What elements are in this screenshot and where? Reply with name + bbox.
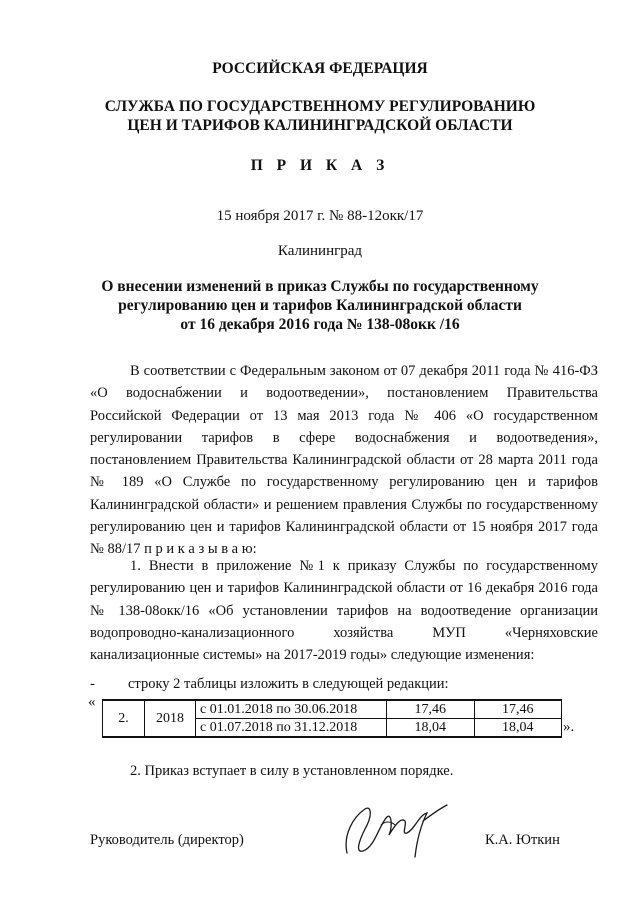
table-year: 2018 [145, 700, 196, 737]
preamble-paragraph: В соответствии с Федеральным законом от 07 декабря 2011 года № 416-ФЗ «О водоснабжении и водоотведении», постановлением Правительства Российской Федерации от 13 мая 2013 года № 406 «О государственном регулировании тарифов в сфере водоснабжения и водоотведения», постановлением Правительства Калининградской области от 28 марта 2011 года № 189 «О Службе по государственному регулированию цен и тарифов Калининградской области» и решением правления Службы по государственному регулированию цен и тарифов Калининградской области от 15 ноября 2017 года № 88/17 п р и к а з ы в а ю: [90, 363, 598, 558]
order-date-number: 15 ноября 2017 г. № 88-12окк/17 [216, 208, 424, 224]
item-1-subpoint [90, 676, 449, 693]
item-1-subpoint-text: строку 2 таблицы изложить в следующей редакции: [128, 676, 449, 692]
country-heading: РОССИЙСКАЯ ФЕДЕРАЦИЯ [212, 60, 428, 77]
document-type: П Р И К А З [250, 157, 390, 174]
amendment-table [102, 699, 562, 738]
table-period: с 01.01.2018 по 30.06.2018 [196, 700, 387, 719]
order-title-line3: от 16 декабря 2016 года № 138-08окк /16 [180, 316, 460, 333]
agency-heading-line2: ЦЕН И ТАРИФОВ КАЛИНИНГРАДСКОЙ ОБЛАСТИ [127, 117, 513, 134]
item-2-paragraph: 2. Приказ вступает в силу в установленном порядке. [130, 763, 454, 779]
table-period: с 01.07.2018 по 31.12.2018 [196, 719, 387, 738]
agency-heading-line1: СЛУЖБА ПО ГОСУДАРСТВЕННОМУ РЕГУЛИРОВАНИЮ [104, 98, 536, 115]
table-value: 18,04 [474, 719, 562, 738]
table-value: 18,04 [387, 719, 475, 738]
quote-close-mark: ». [563, 719, 575, 735]
signatory-name: К.А. Юткин [485, 832, 560, 848]
signatory-position: Руководитель (директор) [90, 832, 244, 848]
order-title-line2: регулированию цен и тарифов Калининградской области [118, 297, 522, 314]
order-city: Калининград [277, 243, 363, 259]
quote-open-mark: « [88, 694, 96, 710]
order-title-line1: О внесении изменений в приказ Службы по государственному [101, 278, 539, 295]
table-value: 17,46 [474, 700, 562, 719]
table-row-number: 2. [103, 700, 145, 737]
item-1-paragraph: 1. Внести в приложение №1 к приказу Службы по государственному регулированию цен и тарифов Калининградской области от 16 декабря 2016 года № 138-08окк/16 «Об установлении тарифов на водоотведение организации водопроводно-канализационного хозяйства МУП «Черняховские канализационные системы» на 2017-2019 годы» следующие изменения: [90, 558, 598, 664]
bullet-dash: - [90, 676, 95, 692]
handwritten-signature [335, 795, 455, 865]
table-value: 17,46 [387, 700, 475, 719]
order-title [0, 277, 640, 334]
agency-heading [0, 97, 640, 135]
table-row [103, 700, 562, 719]
